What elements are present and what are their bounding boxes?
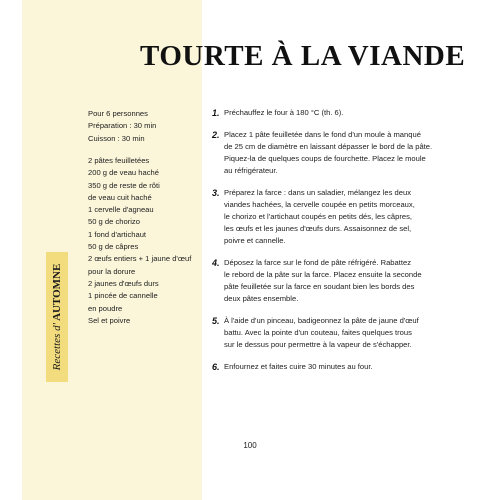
step-text: le rebord de la pâte sur la farce. Placez ensuite la seconde	[224, 270, 422, 279]
cook-time: Cuisson : 30 min	[88, 133, 145, 143]
ingredient-line: 350 g de reste de rôti	[88, 180, 160, 190]
step-5	[212, 315, 482, 351]
step-text: les œufs et les jaunes d'œufs durs. Assaisonnez de sel,	[224, 224, 412, 233]
step-text: poivre et cannelle.	[224, 236, 286, 245]
step-text: Préparez la farce : dans un saladier, mélangez les deux	[224, 188, 411, 197]
step-3	[212, 187, 482, 247]
section-tab-label	[51, 264, 63, 371]
step-4	[212, 257, 482, 305]
step-text: À l'aide d'un pinceau, badigeonnez la pâte de jaune d'œuf	[224, 316, 419, 325]
ingredient-line: 200 g de veau haché	[88, 168, 159, 178]
step-text: de 25 cm de diamètre en laissant dépasser le bord de la pâte.	[224, 142, 433, 151]
ingredient-line: 1 fond d'artichaut	[88, 229, 147, 239]
ingredient-line: 50 g de câpres	[88, 242, 139, 252]
step-text: Préchauffez le four à 180 °C (th. 6).	[224, 108, 344, 117]
step-6	[212, 361, 482, 373]
recipe-title: TOURTE À LA VIANDE	[140, 40, 466, 72]
step-number: 2.	[212, 130, 220, 140]
step-text: sur le dessus pour permettre à la vapeur de s'échapper.	[224, 340, 412, 349]
step-text: Piquez-la de quelques coups de fourchette. Placez le moule	[224, 154, 426, 163]
step-text: au réfrigérateur.	[224, 166, 278, 175]
ingredient-line: 2 jaunes d'œufs durs	[88, 278, 159, 288]
step-text: deux pâtes ensemble.	[224, 294, 299, 303]
servings: Pour 6 personnes	[88, 109, 148, 118]
step-list	[212, 107, 482, 383]
recipe-meta	[88, 108, 213, 145]
ingredient-line: 2 œufs entiers + 1 jaune d'œuf	[88, 254, 192, 264]
step-text: pâte feuilletée sur la farce en soudant bien les bords des	[224, 282, 415, 291]
section-tab-script: Recettes d'	[51, 323, 63, 371]
step-text: viandes hachées, la cervelle coupée en petits morceaux,	[224, 200, 415, 209]
step-text: Enfournez et faites cuire 30 minutes au four.	[224, 362, 373, 371]
step-number: 5.	[212, 316, 220, 326]
page-number: 100	[243, 441, 257, 450]
step-number: 4.	[212, 258, 220, 268]
ingredient-line: 1 pincée de cannelle	[88, 291, 158, 301]
ingredient-line: de veau cuit haché	[88, 192, 152, 202]
step-text: Placez 1 pâte feuilletée dans le fond d'un moule à manqué	[224, 130, 421, 139]
ingredient-line: 1 cervelle d'agneau	[88, 205, 154, 215]
step-1	[212, 107, 482, 119]
ingredient-line: en poudre	[88, 303, 123, 313]
step-number: 3.	[212, 188, 220, 198]
step-number: 1.	[212, 108, 220, 118]
step-2	[212, 129, 482, 177]
section-tab-caps: AUTOMNE	[51, 263, 63, 321]
ingredient-line: 50 g de chorizo	[88, 217, 140, 227]
ingredient-line: 2 pâtes feuilletées	[88, 156, 150, 165]
step-text: battu. Avec la pointe d'un couteau, faites quelques trous	[224, 328, 412, 337]
ingredient-line: pour la dorure	[88, 266, 136, 276]
prep-time: Préparation : 30 min	[88, 121, 157, 131]
ingredient-line: Sel et poivre	[88, 315, 131, 325]
step-number: 6.	[212, 362, 220, 372]
ingredient-list	[88, 155, 213, 327]
step-text: Déposez la farce sur le fond de pâte réfrigéré. Rabattez	[224, 258, 411, 267]
step-text: le chorizo et l'artichaut coupés en petits dés, les câpres,	[224, 212, 413, 221]
